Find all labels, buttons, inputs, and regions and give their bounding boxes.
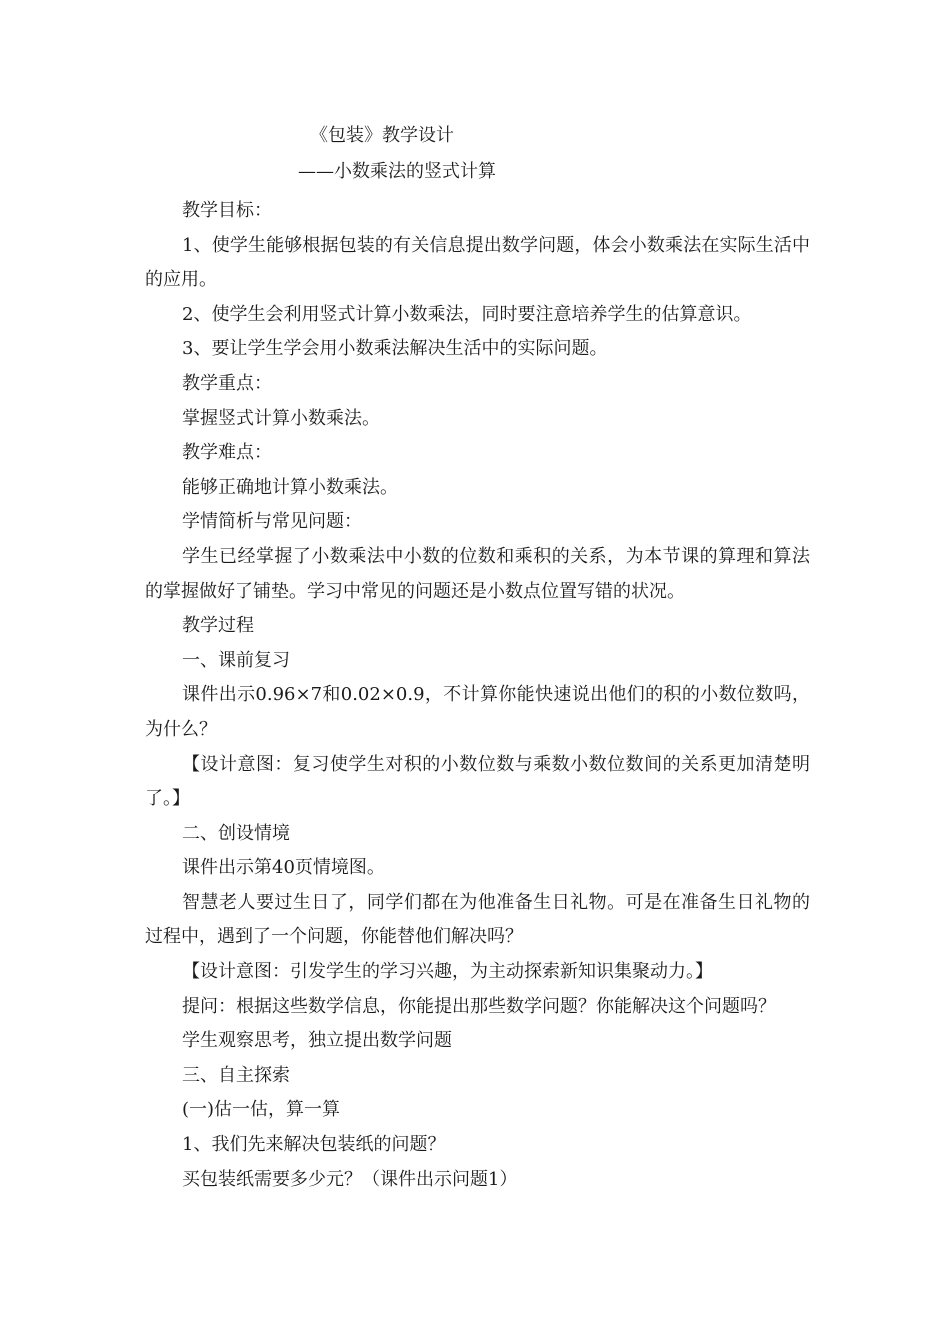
paragraph: 【设计意图：复习使学生对积的小数位数与乘数小数位数间的关系更加清楚明了。】 [145,753,810,810]
paragraph: (一)估一估，算一算 [182,1099,341,1121]
paragraph: 买包装纸需要多少元？（课件出示问题1） [182,1168,518,1190]
paragraph: 1、我们先来解决包装纸的问题？ [182,1134,446,1156]
document-body [145,194,810,1197]
paragraph: 学情简析与常见问题： [182,511,362,533]
paragraph: 教学目标： [182,200,272,221]
paragraph: 【设计意图：引发学生的学习兴趣，为主动探索新知识集聚动力。】 [182,961,713,983]
paragraph: 2、使学生会利用竖式计算小数乘法，同时要注意培养学生的估算意识。 [182,303,752,325]
paragraph: 智慧老人要过生日了，同学们都在为他准备生日礼物。可是在准备生日礼物的过程中，遇到了一个问题，你能替他们解决吗？ [145,891,810,948]
paragraph: 掌握竖式计算小数乘法。 [182,407,380,429]
paragraph: 课件出示0.96×7和0.02×0.9，不计算你能快速说出他们的积的小数位数吗，为什么？ [145,684,810,740]
paragraph: 课件出示第40页情境图。 [182,857,385,879]
paragraph: 能够正确地计算小数乘法。 [182,476,398,498]
paragraph: 教学过程 [182,615,254,637]
paragraph: 二、创设情境 [182,822,290,844]
paragraph: 提问：根据这些数学信息，你能提出那些数学问题？你能解决这个问题吗？ [182,995,776,1017]
paragraph: 学生观察思考，独立提出数学问题 [182,1030,452,1052]
paragraph: 一、课前复习 [182,649,290,671]
paragraph: 教学难点： [182,442,272,464]
paragraph: 1、使学生能够根据包装的有关信息提出数学问题，体会小数乘法在实际生活中的应用。 [145,234,810,291]
paragraph: 3、要让学生学会用小数乘法解决生活中的实际问题。 [182,338,608,360]
paragraph: 学生已经掌握了小数乘法中小数的位数和乘积的关系，为本节课的算理和算法的掌握做好了铺垫。学习中常见的问题还是小数点位置写错的状况。 [145,545,810,602]
document-title: 《包装》教学设计 [310,125,454,146]
paragraph: 三、自主探索 [182,1064,290,1086]
document-subtitle: ——小数乘法的竖式计算 [298,161,496,182]
paragraph: 教学重点： [182,372,272,394]
